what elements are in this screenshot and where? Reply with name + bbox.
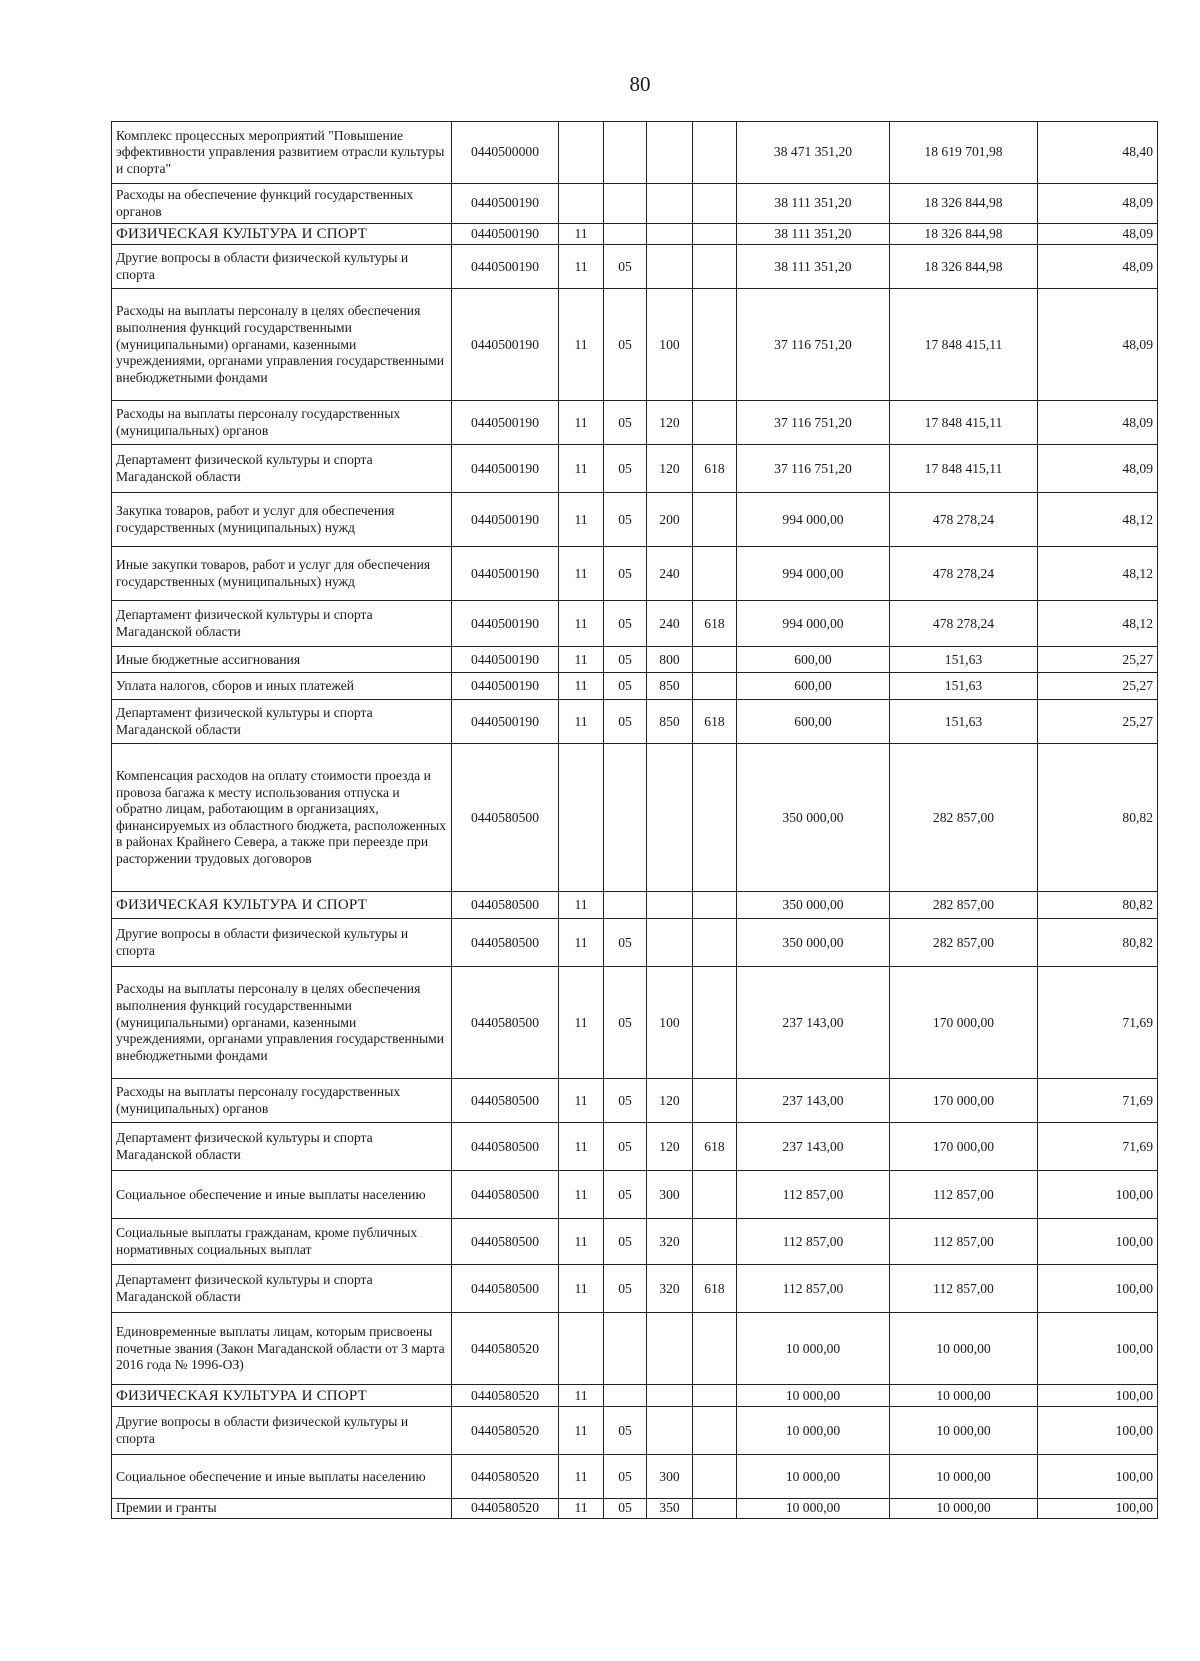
execution-percent-cell: 100,00 — [1038, 1171, 1158, 1219]
expense-type-cell — [647, 744, 693, 892]
chief-manager-code-cell — [693, 967, 737, 1079]
expense-type-cell: 320 — [647, 1219, 693, 1265]
row-name-cell: Расходы на выплаты персоналу государственных (муниципальных) органов — [112, 401, 452, 445]
execution-percent-cell: 80,82 — [1038, 892, 1158, 919]
section-code-cell: 11 — [559, 601, 604, 647]
section-code-cell: 11 — [559, 673, 604, 700]
row-name-cell: Единовременные выплаты лицам, которым присвоены почетные звания (Закон Магаданской области от 3 марта 2016 года № 1996-ОЗ) — [112, 1313, 452, 1385]
row-name-cell: Уплата налогов, сборов и иных платежей — [112, 673, 452, 700]
row-name-cell: Другие вопросы в области физической культуры и спорта — [112, 1407, 452, 1455]
target-article-cell: 0440500190 — [452, 493, 559, 547]
chief-manager-code-cell — [693, 919, 737, 967]
chief-manager-code-cell — [693, 1079, 737, 1123]
section-code-cell — [559, 184, 604, 224]
executed-amount-cell: 282 857,00 — [890, 892, 1038, 919]
chief-manager-code-cell: 618 — [693, 445, 737, 493]
target-article-cell: 0440580520 — [452, 1313, 559, 1385]
row-name-cell: Расходы на выплаты персоналу государственных (муниципальных) органов — [112, 1079, 452, 1123]
subsection-code-cell: 05 — [604, 1171, 647, 1219]
subsection-code-cell — [604, 224, 647, 245]
row-name-cell: ФИЗИЧЕСКАЯ КУЛЬТУРА И СПОРТ — [112, 892, 452, 919]
table-row — [112, 744, 1158, 892]
executed-amount-cell: 17 848 415,11 — [890, 289, 1038, 401]
target-article-cell: 0440580500 — [452, 1079, 559, 1123]
executed-amount-cell: 10 000,00 — [890, 1407, 1038, 1455]
planned-amount-cell: 37 116 751,20 — [737, 289, 890, 401]
table-body — [112, 122, 1158, 1519]
chief-manager-code-cell — [693, 1171, 737, 1219]
subsection-code-cell — [604, 1313, 647, 1385]
section-code-cell: 11 — [559, 224, 604, 245]
chief-manager-code-cell: 618 — [693, 601, 737, 647]
executed-amount-cell: 18 326 844,98 — [890, 245, 1038, 289]
row-name-cell: Другие вопросы в области физической культуры и спорта — [112, 245, 452, 289]
executed-amount-cell: 478 278,24 — [890, 547, 1038, 601]
executed-amount-cell: 10 000,00 — [890, 1313, 1038, 1385]
target-article-cell: 0440580500 — [452, 892, 559, 919]
planned-amount-cell: 38 471 351,20 — [737, 122, 890, 184]
executed-amount-cell: 151,63 — [890, 700, 1038, 744]
expense-type-cell: 350 — [647, 1499, 693, 1519]
section-code-cell: 11 — [559, 1265, 604, 1313]
section-code-cell: 11 — [559, 1499, 604, 1519]
planned-amount-cell: 10 000,00 — [737, 1313, 890, 1385]
row-name-cell: ФИЗИЧЕСКАЯ КУЛЬТУРА И СПОРТ — [112, 224, 452, 245]
subsection-code-cell — [604, 122, 647, 184]
expense-type-cell — [647, 224, 693, 245]
execution-percent-cell: 48,09 — [1038, 445, 1158, 493]
execution-percent-cell: 48,12 — [1038, 601, 1158, 647]
expense-type-cell: 300 — [647, 1171, 693, 1219]
planned-amount-cell: 112 857,00 — [737, 1265, 890, 1313]
target-article-cell: 0440500190 — [452, 700, 559, 744]
planned-amount-cell: 350 000,00 — [737, 744, 890, 892]
execution-percent-cell: 80,82 — [1038, 744, 1158, 892]
section-code-cell: 11 — [559, 1455, 604, 1499]
table-row — [112, 601, 1158, 647]
section-code-cell: 11 — [559, 547, 604, 601]
target-article-cell: 0440500190 — [452, 673, 559, 700]
target-article-cell: 0440500190 — [452, 601, 559, 647]
target-article-cell: 0440500190 — [452, 401, 559, 445]
expense-type-cell: 240 — [647, 547, 693, 601]
row-name-cell: Расходы на обеспечение функций государственных органов — [112, 184, 452, 224]
table-row — [112, 1385, 1158, 1407]
executed-amount-cell: 151,63 — [890, 647, 1038, 673]
table-row — [112, 1499, 1158, 1519]
target-article-cell: 0440580520 — [452, 1455, 559, 1499]
execution-percent-cell: 48,09 — [1038, 224, 1158, 245]
subsection-code-cell: 05 — [604, 1079, 647, 1123]
target-article-cell: 0440500190 — [452, 245, 559, 289]
table-row — [112, 1171, 1158, 1219]
chief-manager-code-cell — [693, 1219, 737, 1265]
expense-type-cell — [647, 184, 693, 224]
planned-amount-cell: 38 111 351,20 — [737, 224, 890, 245]
chief-manager-code-cell — [693, 245, 737, 289]
execution-percent-cell: 100,00 — [1038, 1499, 1158, 1519]
executed-amount-cell: 478 278,24 — [890, 493, 1038, 547]
subsection-code-cell — [604, 1385, 647, 1407]
chief-manager-code-cell — [693, 289, 737, 401]
execution-percent-cell: 100,00 — [1038, 1219, 1158, 1265]
subsection-code-cell: 05 — [604, 1455, 647, 1499]
table-row — [112, 1265, 1158, 1313]
executed-amount-cell: 18 326 844,98 — [890, 224, 1038, 245]
subsection-code-cell: 05 — [604, 289, 647, 401]
target-article-cell: 0440580500 — [452, 967, 559, 1079]
subsection-code-cell: 05 — [604, 1407, 647, 1455]
chief-manager-code-cell — [693, 673, 737, 700]
planned-amount-cell: 237 143,00 — [737, 1079, 890, 1123]
execution-percent-cell: 48,09 — [1038, 401, 1158, 445]
table-row — [112, 919, 1158, 967]
planned-amount-cell: 994 000,00 — [737, 601, 890, 647]
chief-manager-code-cell — [693, 122, 737, 184]
chief-manager-code-cell — [693, 184, 737, 224]
chief-manager-code-cell — [693, 744, 737, 892]
execution-percent-cell: 25,27 — [1038, 700, 1158, 744]
executed-amount-cell: 170 000,00 — [890, 1079, 1038, 1123]
expense-type-cell — [647, 892, 693, 919]
executed-amount-cell: 112 857,00 — [890, 1171, 1038, 1219]
section-code-cell: 11 — [559, 1219, 604, 1265]
table-row — [112, 493, 1158, 547]
table-row — [112, 224, 1158, 245]
row-name-cell: Премии и гранты — [112, 1499, 452, 1519]
row-name-cell: ФИЗИЧЕСКАЯ КУЛЬТУРА И СПОРТ — [112, 1385, 452, 1407]
row-name-cell: Иные бюджетные ассигнования — [112, 647, 452, 673]
planned-amount-cell: 600,00 — [737, 673, 890, 700]
target-article-cell: 0440580520 — [452, 1385, 559, 1407]
table-row — [112, 445, 1158, 493]
expense-type-cell: 120 — [647, 445, 693, 493]
expense-type-cell: 120 — [647, 401, 693, 445]
expense-type-cell — [647, 919, 693, 967]
executed-amount-cell: 10 000,00 — [890, 1385, 1038, 1407]
subsection-code-cell — [604, 184, 647, 224]
target-article-cell: 0440500190 — [452, 224, 559, 245]
planned-amount-cell: 38 111 351,20 — [737, 184, 890, 224]
table-row — [112, 892, 1158, 919]
row-name-cell: Расходы на выплаты персоналу в целях обеспечения выполнения функций государственными (муниципальными) органами, казенными учреждениями, органами управления государственными внебюджетными фондами — [112, 289, 452, 401]
expense-type-cell — [647, 1313, 693, 1385]
expense-type-cell: 200 — [647, 493, 693, 547]
execution-percent-cell: 48,12 — [1038, 493, 1158, 547]
planned-amount-cell: 237 143,00 — [737, 1123, 890, 1171]
target-article-cell: 0440500190 — [452, 647, 559, 673]
planned-amount-cell: 350 000,00 — [737, 892, 890, 919]
planned-amount-cell: 37 116 751,20 — [737, 445, 890, 493]
chief-manager-code-cell — [693, 1499, 737, 1519]
executed-amount-cell: 151,63 — [890, 673, 1038, 700]
execution-percent-cell: 71,69 — [1038, 1123, 1158, 1171]
execution-percent-cell: 100,00 — [1038, 1385, 1158, 1407]
expense-type-cell: 100 — [647, 967, 693, 1079]
executed-amount-cell: 170 000,00 — [890, 1123, 1038, 1171]
section-code-cell: 11 — [559, 1171, 604, 1219]
table-row — [112, 547, 1158, 601]
execution-percent-cell: 71,69 — [1038, 967, 1158, 1079]
subsection-code-cell: 05 — [604, 967, 647, 1079]
chief-manager-code-cell — [693, 1313, 737, 1385]
expense-type-cell: 800 — [647, 647, 693, 673]
executed-amount-cell: 112 857,00 — [890, 1265, 1038, 1313]
planned-amount-cell: 994 000,00 — [737, 547, 890, 601]
target-article-cell: 0440580520 — [452, 1407, 559, 1455]
executed-amount-cell: 10 000,00 — [890, 1499, 1038, 1519]
planned-amount-cell: 994 000,00 — [737, 493, 890, 547]
subsection-code-cell: 05 — [604, 647, 647, 673]
execution-percent-cell: 48,09 — [1038, 184, 1158, 224]
subsection-code-cell — [604, 744, 647, 892]
row-name-cell: Департамент физической культуры и спорта Магаданской области — [112, 601, 452, 647]
section-code-cell: 11 — [559, 493, 604, 547]
execution-percent-cell: 80,82 — [1038, 919, 1158, 967]
chief-manager-code-cell — [693, 547, 737, 601]
section-code-cell: 11 — [559, 245, 604, 289]
chief-manager-code-cell — [693, 1385, 737, 1407]
table-row — [112, 1455, 1158, 1499]
subsection-code-cell: 05 — [604, 919, 647, 967]
execution-percent-cell: 25,27 — [1038, 647, 1158, 673]
expense-type-cell: 100 — [647, 289, 693, 401]
subsection-code-cell: 05 — [604, 1499, 647, 1519]
planned-amount-cell: 10 000,00 — [737, 1499, 890, 1519]
table-row — [112, 401, 1158, 445]
table-row — [112, 673, 1158, 700]
section-code-cell: 11 — [559, 919, 604, 967]
section-code-cell: 11 — [559, 401, 604, 445]
subsection-code-cell: 05 — [604, 547, 647, 601]
section-code-cell: 11 — [559, 445, 604, 493]
chief-manager-code-cell — [693, 401, 737, 445]
execution-percent-cell: 48,09 — [1038, 245, 1158, 289]
row-name-cell: Департамент физической культуры и спорта Магаданской области — [112, 700, 452, 744]
executed-amount-cell: 17 848 415,11 — [890, 445, 1038, 493]
row-name-cell: Иные закупки товаров, работ и услуг для обеспечения государственных (муниципальных) нужд — [112, 547, 452, 601]
planned-amount-cell: 600,00 — [737, 647, 890, 673]
section-code-cell: 11 — [559, 1407, 604, 1455]
section-code-cell: 11 — [559, 892, 604, 919]
execution-percent-cell: 100,00 — [1038, 1407, 1158, 1455]
expense-type-cell: 120 — [647, 1079, 693, 1123]
execution-percent-cell: 100,00 — [1038, 1265, 1158, 1313]
execution-percent-cell: 100,00 — [1038, 1455, 1158, 1499]
target-article-cell: 0440580520 — [452, 1499, 559, 1519]
execution-percent-cell: 48,09 — [1038, 289, 1158, 401]
target-article-cell: 0440580500 — [452, 1265, 559, 1313]
expense-type-cell: 850 — [647, 700, 693, 744]
executed-amount-cell: 170 000,00 — [890, 967, 1038, 1079]
executed-amount-cell: 282 857,00 — [890, 919, 1038, 967]
target-article-cell: 0440580500 — [452, 919, 559, 967]
section-code-cell — [559, 1313, 604, 1385]
row-name-cell: Расходы на выплаты персоналу в целях обеспечения выполнения функций государственными (муниципальными) органами, казенными учреждениями, органами управления государственными внебюджетными фондами — [112, 967, 452, 1079]
subsection-code-cell: 05 — [604, 1219, 647, 1265]
table-row — [112, 1079, 1158, 1123]
planned-amount-cell: 112 857,00 — [737, 1171, 890, 1219]
executed-amount-cell: 478 278,24 — [890, 601, 1038, 647]
chief-manager-code-cell — [693, 1455, 737, 1499]
section-code-cell: 11 — [559, 647, 604, 673]
section-code-cell — [559, 122, 604, 184]
executed-amount-cell: 282 857,00 — [890, 744, 1038, 892]
target-article-cell: 0440500190 — [452, 289, 559, 401]
row-name-cell: Компенсация расходов на оплату стоимости проезда и провоза багажа к месту использования отпуска и обратно лицам, работающим в организациях, финансируемых из областного бюджета, расположенных в районах Крайнего Севера, а также при переезде при расторжении трудовых договоров — [112, 744, 452, 892]
execution-percent-cell: 100,00 — [1038, 1313, 1158, 1385]
planned-amount-cell: 600,00 — [737, 700, 890, 744]
table-row — [112, 184, 1158, 224]
expense-type-cell — [647, 1407, 693, 1455]
section-code-cell: 11 — [559, 1385, 604, 1407]
expense-type-cell: 120 — [647, 1123, 693, 1171]
target-article-cell: 0440580500 — [452, 1171, 559, 1219]
executed-amount-cell: 18 619 701,98 — [890, 122, 1038, 184]
target-article-cell: 0440580500 — [452, 744, 559, 892]
planned-amount-cell: 10 000,00 — [737, 1455, 890, 1499]
page-number: 80 — [629, 72, 651, 96]
table-row — [112, 122, 1158, 184]
target-article-cell: 0440580500 — [452, 1123, 559, 1171]
expense-type-cell: 850 — [647, 673, 693, 700]
row-name-cell: Другие вопросы в области физической культуры и спорта — [112, 919, 452, 967]
subsection-code-cell: 05 — [604, 700, 647, 744]
execution-percent-cell: 71,69 — [1038, 1079, 1158, 1123]
planned-amount-cell: 38 111 351,20 — [737, 245, 890, 289]
table-row — [112, 245, 1158, 289]
chief-manager-code-cell: 618 — [693, 1123, 737, 1171]
subsection-code-cell: 05 — [604, 493, 647, 547]
row-name-cell: Закупка товаров, работ и услуг для обеспечения государственных (муниципальных) нужд — [112, 493, 452, 547]
row-name-cell: Департамент физической культуры и спорта Магаданской области — [112, 445, 452, 493]
target-article-cell: 0440500190 — [452, 184, 559, 224]
row-name-cell: Социальное обеспечение и иные выплаты населению — [112, 1171, 452, 1219]
table-row — [112, 1407, 1158, 1455]
execution-percent-cell: 48,12 — [1038, 547, 1158, 601]
executed-amount-cell: 18 326 844,98 — [890, 184, 1038, 224]
executed-amount-cell: 10 000,00 — [890, 1455, 1038, 1499]
row-name-cell: Департамент физической культуры и спорта Магаданской области — [112, 1265, 452, 1313]
planned-amount-cell: 10 000,00 — [737, 1385, 890, 1407]
target-article-cell: 0440580500 — [452, 1219, 559, 1265]
table-row — [112, 647, 1158, 673]
executed-amount-cell: 17 848 415,11 — [890, 401, 1038, 445]
row-name-cell: Департамент физической культуры и спорта Магаданской области — [112, 1123, 452, 1171]
table-row — [112, 967, 1158, 1079]
subsection-code-cell: 05 — [604, 601, 647, 647]
table-row — [112, 1123, 1158, 1171]
planned-amount-cell: 350 000,00 — [737, 919, 890, 967]
section-code-cell: 11 — [559, 700, 604, 744]
expense-type-cell: 240 — [647, 601, 693, 647]
section-code-cell: 11 — [559, 1123, 604, 1171]
chief-manager-code-cell — [693, 493, 737, 547]
chief-manager-code-cell — [693, 647, 737, 673]
chief-manager-code-cell — [693, 224, 737, 245]
subsection-code-cell: 05 — [604, 1123, 647, 1171]
row-name-cell: Комплекс процессных мероприятий "Повышение эффективности управления развитием отрасли культуры и спорта" — [112, 122, 452, 184]
target-article-cell: 0440500000 — [452, 122, 559, 184]
subsection-code-cell: 05 — [604, 673, 647, 700]
section-code-cell — [559, 744, 604, 892]
expense-type-cell — [647, 1385, 693, 1407]
section-code-cell: 11 — [559, 967, 604, 1079]
expense-type-cell — [647, 245, 693, 289]
planned-amount-cell: 237 143,00 — [737, 967, 890, 1079]
subsection-code-cell — [604, 892, 647, 919]
execution-percent-cell: 48,40 — [1038, 122, 1158, 184]
table-row — [112, 1219, 1158, 1265]
subsection-code-cell: 05 — [604, 245, 647, 289]
row-name-cell: Социальные выплаты гражданам, кроме публичных нормативных социальных выплат — [112, 1219, 452, 1265]
table-row — [112, 700, 1158, 744]
subsection-code-cell: 05 — [604, 1265, 647, 1313]
target-article-cell: 0440500190 — [452, 445, 559, 493]
section-code-cell: 11 — [559, 289, 604, 401]
chief-manager-code-cell — [693, 1407, 737, 1455]
planned-amount-cell: 37 116 751,20 — [737, 401, 890, 445]
budget-execution-table — [111, 121, 1158, 1519]
chief-manager-code-cell — [693, 892, 737, 919]
chief-manager-code-cell: 618 — [693, 700, 737, 744]
planned-amount-cell: 10 000,00 — [737, 1407, 890, 1455]
subsection-code-cell: 05 — [604, 445, 647, 493]
subsection-code-cell: 05 — [604, 401, 647, 445]
section-code-cell: 11 — [559, 1079, 604, 1123]
table-row — [112, 1313, 1158, 1385]
table-row — [112, 289, 1158, 401]
expense-type-cell: 300 — [647, 1455, 693, 1499]
row-name-cell: Социальное обеспечение и иные выплаты населению — [112, 1455, 452, 1499]
executed-amount-cell: 112 857,00 — [890, 1219, 1038, 1265]
planned-amount-cell: 112 857,00 — [737, 1219, 890, 1265]
chief-manager-code-cell: 618 — [693, 1265, 737, 1313]
target-article-cell: 0440500190 — [452, 547, 559, 601]
expense-type-cell — [647, 122, 693, 184]
expense-type-cell: 320 — [647, 1265, 693, 1313]
execution-percent-cell: 25,27 — [1038, 673, 1158, 700]
